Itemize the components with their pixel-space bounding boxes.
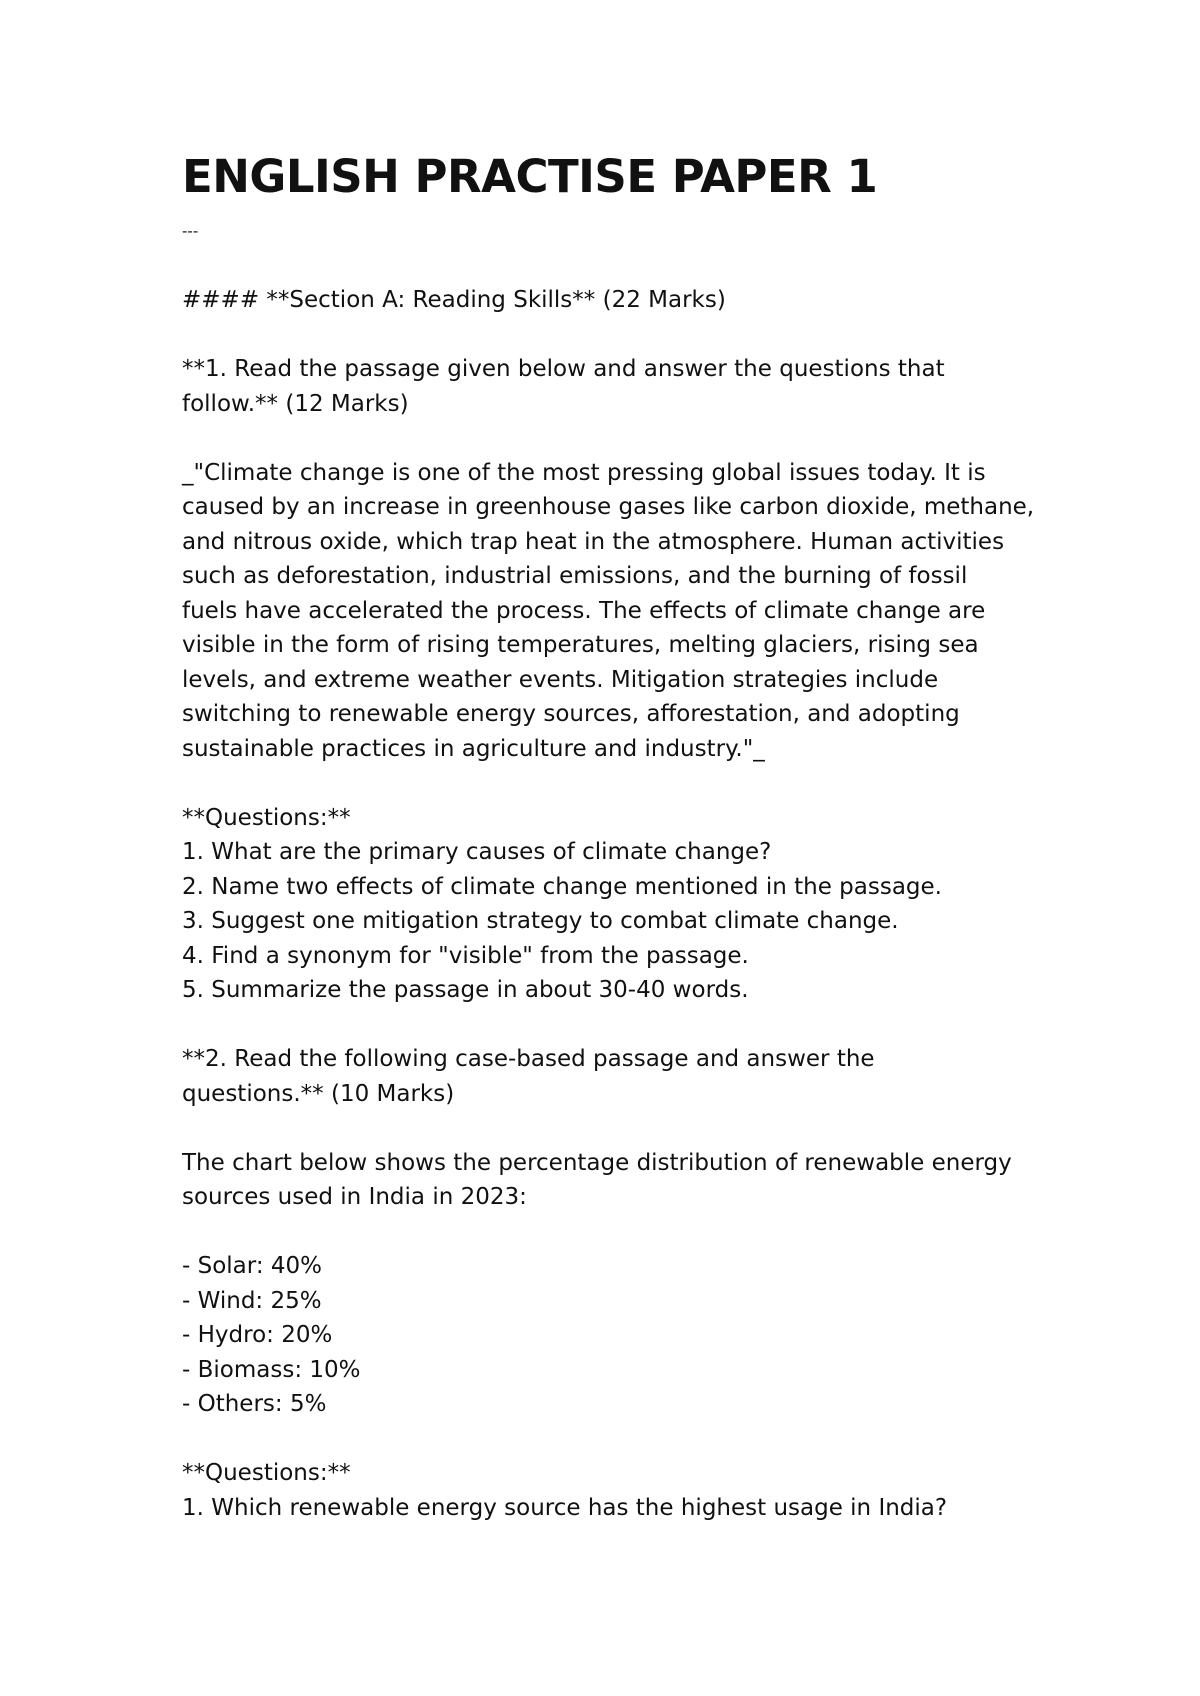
spacer	[182, 249, 1052, 284]
energy-source-list	[182, 1249, 1052, 1422]
passage-line: switching to renewable energy sources, afforestation, and adopting	[182, 701, 960, 727]
passage-line: _"Climate change is one of the most pressing global issues today. It is	[182, 459, 986, 486]
question-item: 2. Name two effects of climate change mentioned in the passage.	[182, 873, 942, 900]
question-item: 5. Summarize the passage in about 30-40 words.	[182, 977, 749, 1003]
reading-passage	[182, 456, 1052, 767]
passage-line: fuels have accelerated the process. The effects of climate change are	[182, 597, 986, 624]
passage-line: visible in the form of rising temperatures, melting glaciers, rising sea	[182, 632, 979, 658]
question-1-list	[182, 801, 1052, 1008]
section-heading: #### **Section A: Reading Skills** (22 Marks)	[182, 287, 726, 313]
passage-line: levels, and extreme weather events. Mitigation strategies include	[182, 666, 939, 693]
list-item: - Solar: 40%	[182, 1253, 322, 1279]
question-item: 1. What are the primary causes of climate change?	[182, 839, 772, 865]
heading-line: questions.** (10 Marks)	[182, 1080, 455, 1107]
horizontal-rule-marker: ---	[182, 222, 199, 240]
question-item: 1. Which renewable energy source has the highest usage in India?	[182, 1494, 948, 1521]
heading-line: **1. Read the passage given below and answer the questions that	[182, 356, 945, 382]
spacer	[182, 1215, 1052, 1250]
list-item: - Biomass: 10%	[182, 1356, 361, 1383]
document-body	[182, 150, 1052, 1525]
question-2-list	[182, 1456, 1052, 1525]
intro-line: The chart below shows the percentage distribution of renewable energy	[182, 1149, 1012, 1176]
question-1-heading	[182, 352, 1052, 421]
list-item: - Others: 5%	[182, 1391, 327, 1417]
spacer	[182, 1111, 1052, 1146]
spacer	[182, 318, 1052, 353]
questions-label: **Questions:**	[182, 804, 351, 831]
list-item: - Wind: 25%	[182, 1287, 322, 1314]
page-title: ENGLISH PRACTISE PAPER 1	[182, 150, 878, 203]
passage-line: caused by an increase in greenhouse gases like carbon dioxide, methane,	[182, 494, 1035, 520]
spacer	[182, 421, 1052, 456]
question-item: 3. Suggest one mitigation strategy to combat climate change.	[182, 908, 899, 934]
heading-line: **2. Read the following case-based passage and answer the	[182, 1046, 875, 1072]
spacer	[182, 1008, 1052, 1043]
questions-label: **Questions:**	[182, 1460, 351, 1486]
heading-line: follow.** (12 Marks)	[182, 390, 409, 417]
spacer	[182, 766, 1052, 801]
question-2-heading	[182, 1042, 1052, 1111]
passage-line: sustainable practices in agriculture and industry."_	[182, 735, 765, 762]
passage-line: such as deforestation, industrial emissions, and the burning of fossil	[182, 563, 968, 589]
question-item: 4. Find a synonym for "visible" from the passage.	[182, 942, 749, 969]
intro-line: sources used in India in 2023:	[182, 1184, 527, 1210]
spacer	[182, 1422, 1052, 1457]
list-item: - Hydro: 20%	[182, 1322, 333, 1348]
chart-intro	[182, 1146, 1052, 1215]
passage-line: and nitrous oxide, which trap heat in the atmosphere. Human activities	[182, 528, 1005, 555]
